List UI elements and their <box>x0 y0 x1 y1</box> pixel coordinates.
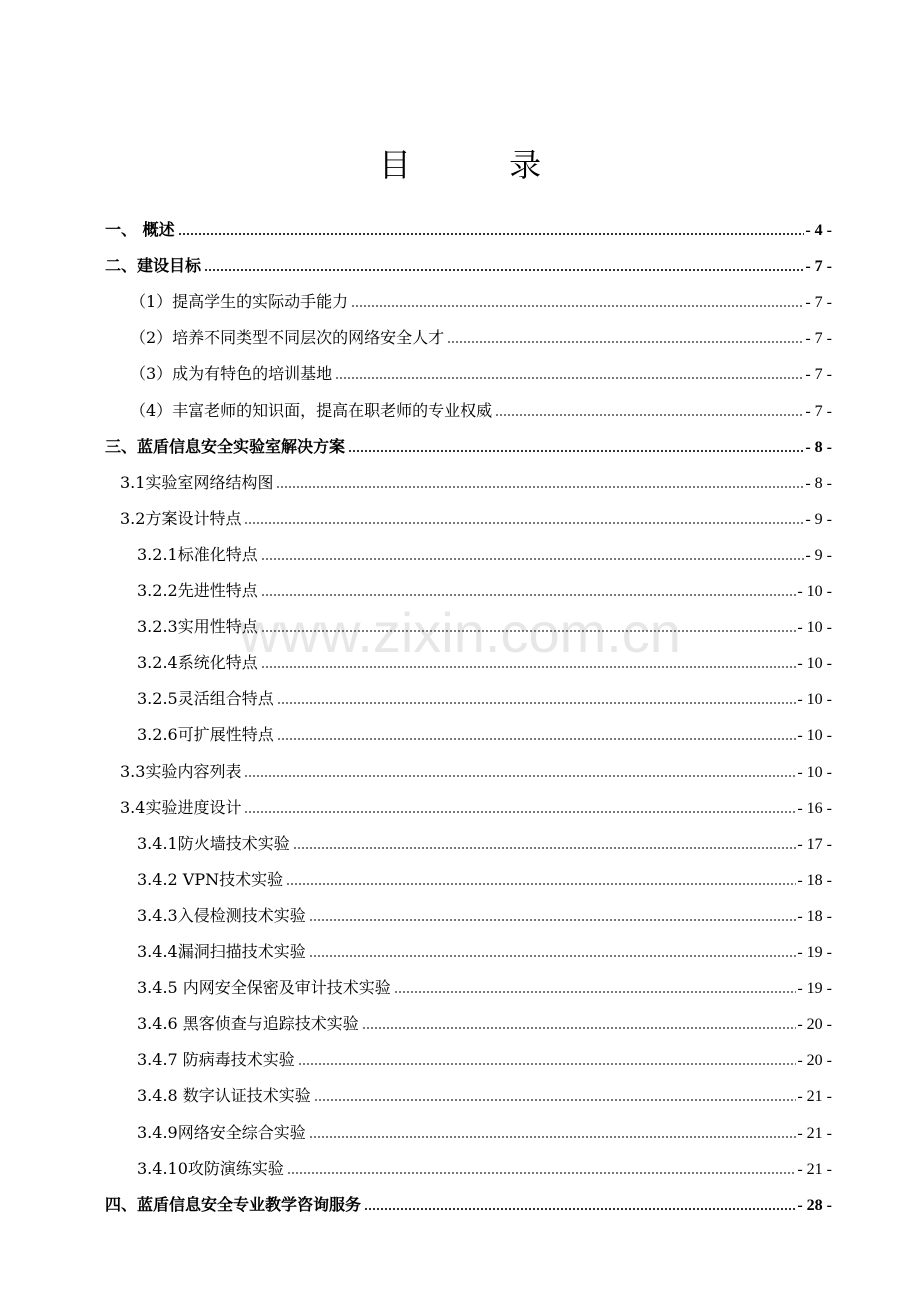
toc-entry-label: 一、 概述 <box>105 220 175 239</box>
toc-leader-dots <box>244 522 804 524</box>
toc-leader-dots <box>287 1172 796 1174</box>
page-title: 目 录 <box>378 146 586 184</box>
toc-entry[interactable] <box>130 324 832 348</box>
toc-entry-label: 四、蓝盾信息安全专业教学咨询服务 <box>105 1194 362 1214</box>
toc-leader-dots <box>286 883 796 885</box>
toc-leader-dots <box>351 305 804 307</box>
toc-entry[interactable] <box>120 505 832 529</box>
toc-entry[interactable] <box>137 938 832 962</box>
toc-entry-page: - 20 - <box>797 1016 832 1034</box>
toc-leader-dots <box>309 955 797 957</box>
toc-entry-page: - 10 - <box>797 727 832 745</box>
toc-leader-dots <box>261 630 797 632</box>
toc-entry[interactable] <box>137 902 832 926</box>
toc-leader-dots <box>277 702 797 704</box>
toc-entry[interactable] <box>120 469 832 493</box>
toc-entry-label: （2）培养不同类型不同层次的网络安全人才 <box>130 328 445 348</box>
toc-leader-dots <box>277 738 797 740</box>
toc-entry[interactable] <box>105 252 832 276</box>
toc-entry-page: - 28 - <box>797 1196 832 1214</box>
toc-entry-label: 3.4.3入侵检测技术实验 <box>137 905 306 925</box>
toc-entry-label: （4）丰富老师的知识面，提高在职老师的专业权威 <box>130 400 493 420</box>
toc-entry-label: 3.4.5 内网安全保密及审计技术实验 <box>137 978 391 998</box>
toc-entry-label: 三、蓝盾信息安全实验室解决方案 <box>105 436 346 456</box>
toc-entry-label: 3.4实验进度设计 <box>120 797 242 817</box>
toc-entry[interactable] <box>105 1191 832 1215</box>
toc-entry[interactable] <box>137 541 832 565</box>
toc-entry-label: 3.4.7 防病毒技术实验 <box>137 1050 295 1070</box>
toc-entry[interactable] <box>137 1119 832 1143</box>
toc-entry[interactable] <box>130 397 832 421</box>
toc-entry-page: - 16 - <box>797 799 832 817</box>
toc-entry[interactable] <box>130 288 832 312</box>
toc-leader-dots <box>244 775 796 777</box>
toc-leader-dots <box>362 1027 797 1029</box>
toc-entry-label: 3.2.2先进性特点 <box>137 581 258 600</box>
toc-entry-page: - 9 - <box>805 546 832 564</box>
toc-entry[interactable] <box>137 866 832 890</box>
toc-entry[interactable] <box>105 433 832 457</box>
toc-entry-page: - 10 - <box>797 619 832 637</box>
toc-entry-page: - 19 - <box>797 944 832 961</box>
toc-entry-label: 3.4.9网络安全综合实验 <box>137 1122 306 1142</box>
toc-entry-label: 3.4.10攻防演练实验 <box>137 1158 284 1178</box>
toc-leader-dots <box>293 847 797 849</box>
toc-entry-label: 3.2.6可扩展性特点 <box>137 725 274 745</box>
toc-entry-page: - 21 - <box>797 1160 832 1178</box>
toc-entry-page: - 8 - <box>805 438 832 456</box>
toc-entry-page: - 7 - <box>805 294 832 312</box>
toc-entry-page: - 10 - <box>797 763 832 781</box>
toc-entry-label: 3.4.8 数字认证技术实验 <box>137 1086 311 1106</box>
toc-leader-dots <box>447 341 804 343</box>
toc-entry[interactable] <box>137 649 832 673</box>
toc-entry-label: 3.2方案设计特点 <box>120 508 242 528</box>
toc-leader-dots <box>309 1136 797 1138</box>
toc-leader-dots <box>178 233 805 235</box>
toc-entry[interactable] <box>137 577 832 601</box>
toc-entry-page: - 7 - <box>805 258 832 276</box>
toc-leader-dots <box>394 991 797 993</box>
toc-entry-page: - 10 - <box>797 655 832 673</box>
toc-entry[interactable] <box>120 794 832 818</box>
toc-entry-label: 3.3实验内容列表 <box>120 761 242 781</box>
toc-entry[interactable] <box>137 721 832 745</box>
toc-entry-label: 二、建设目标 <box>105 256 202 276</box>
toc-leader-dots <box>314 1099 797 1101</box>
toc-leader-dots <box>364 1208 796 1210</box>
toc-entry[interactable] <box>137 1082 832 1106</box>
toc-leader-dots <box>261 558 805 560</box>
toc-entry-label: 3.2.1标准化特点 <box>137 544 258 564</box>
toc-entry-label: 3.2.5灵活组合特点 <box>137 689 274 709</box>
toc-leader-dots <box>298 1063 797 1065</box>
toc-entry[interactable] <box>120 758 832 782</box>
toc-entry-page: - 21 - <box>797 1088 832 1106</box>
toc-entry-page: - 7 - <box>805 366 832 384</box>
toc-entry-page: - 17 - <box>797 835 832 853</box>
toc-entry[interactable] <box>130 360 832 384</box>
toc-entry-page: - 10 - <box>797 691 832 709</box>
toc-entry-page: - 19 - <box>797 980 832 998</box>
toc-entry-label: 3.4.1防火墙技术实验 <box>137 833 290 853</box>
toc-entry-page: - 10 - <box>797 583 832 600</box>
toc-leader-dots <box>261 666 797 668</box>
toc-entry-page: - 21 - <box>797 1124 832 1142</box>
toc-entry-label: 3.2.3实用性特点 <box>137 617 258 637</box>
toc-leader-dots <box>244 811 796 813</box>
toc-entry-label: 3.4.4漏洞扫描技术实验 <box>137 942 306 961</box>
toc-leader-dots <box>348 450 804 452</box>
toc-entry-page: - 8 - <box>805 474 832 492</box>
toc-entry-label: 3.2.4系统化特点 <box>137 653 258 673</box>
toc-entry-page: - 7 - <box>805 330 832 348</box>
toc-entry[interactable] <box>137 1046 832 1070</box>
toc-leader-dots <box>495 414 804 416</box>
toc-leader-dots <box>276 486 804 488</box>
toc-entry[interactable] <box>137 685 832 709</box>
toc-leader-dots <box>309 919 797 921</box>
toc-entry[interactable] <box>137 974 832 998</box>
toc-leader-dots <box>261 594 797 596</box>
toc-entry[interactable] <box>137 1155 832 1179</box>
toc-leader-dots <box>335 377 804 379</box>
toc-entry[interactable] <box>137 830 832 854</box>
toc-entry-page: - 20 - <box>797 1052 832 1070</box>
toc-entry-label: （1）提高学生的实际动手能力 <box>130 292 349 312</box>
toc-entry[interactable] <box>137 613 832 637</box>
toc-leader-dots <box>204 269 804 271</box>
toc-entry-label: 3.4.6 黑客侦查与追踪技术实验 <box>137 1014 359 1034</box>
toc-entry-page: - 7 - <box>805 402 832 420</box>
toc-entry-page: - 18 - <box>797 907 832 925</box>
toc-entry[interactable] <box>105 216 832 240</box>
watermark: www.zixin.com.cn <box>239 601 681 664</box>
toc-entry-label: （3）成为有特色的培训基地 <box>130 364 333 384</box>
toc-entry-label: 3.1实验室网络结构图 <box>120 472 274 492</box>
toc-entry-page: - 9 - <box>805 510 832 528</box>
toc-entry-page: - 18 - <box>797 871 832 889</box>
toc-entry[interactable] <box>137 1010 832 1034</box>
toc-entry-label: 3.4.2 VPN技术实验 <box>137 869 284 889</box>
toc-entry-page: - 4 - <box>805 222 832 239</box>
